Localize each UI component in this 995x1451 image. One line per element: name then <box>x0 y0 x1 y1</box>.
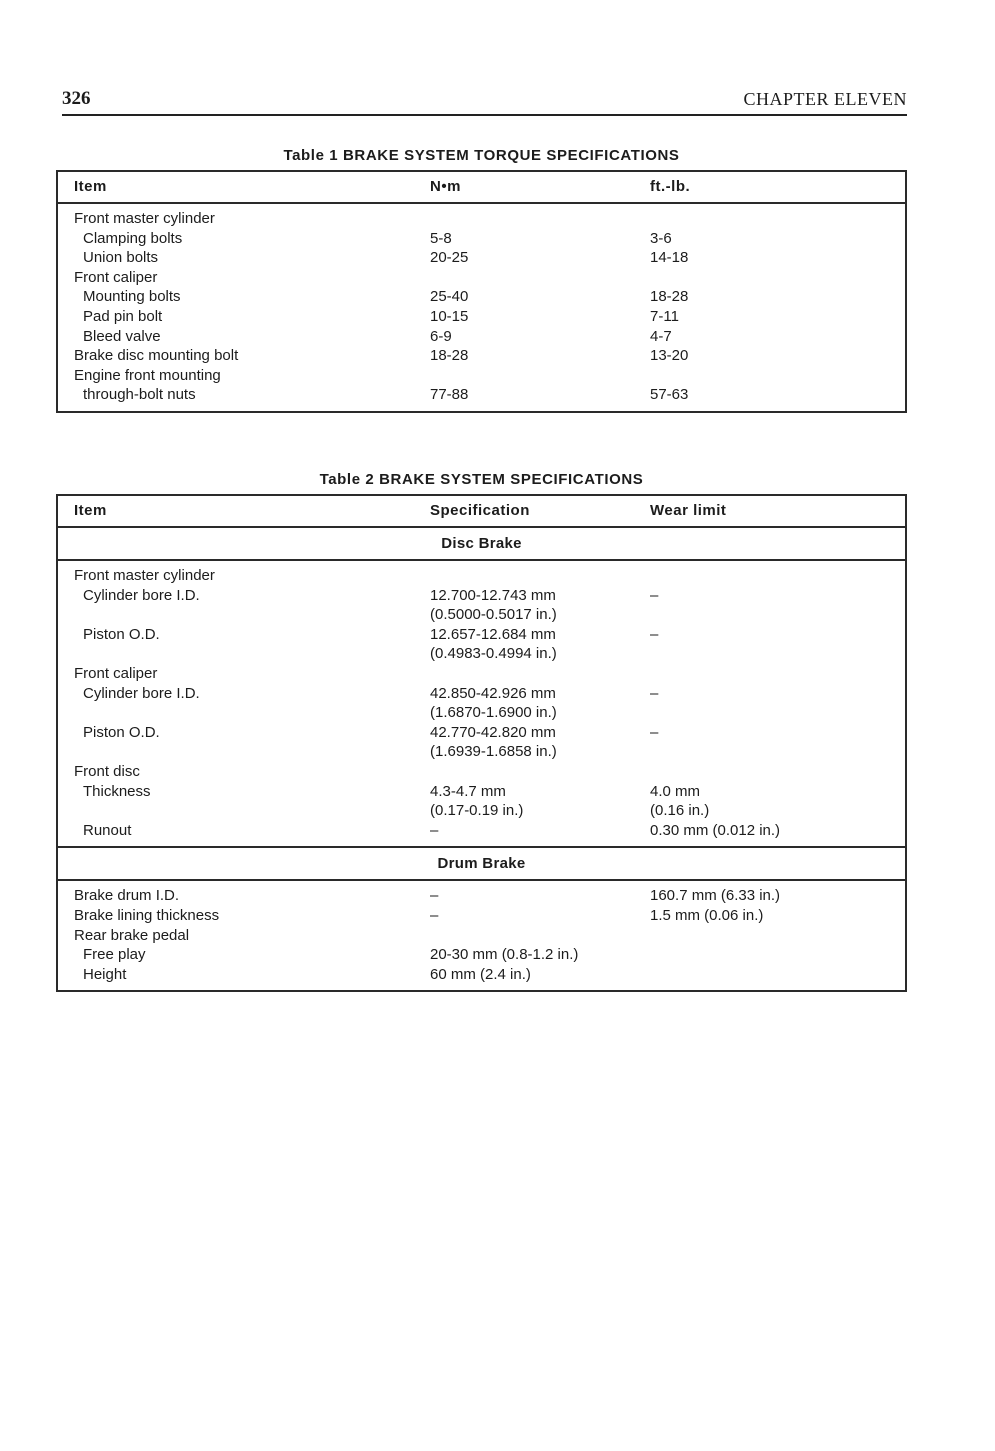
table-row <box>58 327 905 347</box>
limit-cell: – <box>650 684 659 702</box>
limit-cell: (0.16 in.) <box>650 802 710 820</box>
table-row <box>58 346 905 366</box>
nm-cell: 18-28 <box>430 347 469 365</box>
nm-cell: 25-40 <box>430 288 469 306</box>
table1-col-item: Item <box>74 178 107 195</box>
ftlb-cell: 57-63 <box>650 386 689 404</box>
ftlb-cell: 14-18 <box>650 249 689 267</box>
table-row <box>58 605 905 625</box>
item-cell: Runout <box>83 821 132 839</box>
table1-title: Table 1 BRAKE SYSTEM TORQUE SPECIFICATIONS <box>283 147 680 164</box>
table1-body <box>58 204 905 411</box>
section-header: Drum Brake <box>58 846 905 881</box>
spec-cell: 60 mm (2.4 in.) <box>430 965 531 983</box>
spec-cell: (1.6939-1.6858 in.) <box>430 743 557 761</box>
spec-cell: 4.3-4.7 mm <box>430 782 506 800</box>
table-row <box>58 366 905 386</box>
limit-cell: – <box>650 625 659 643</box>
spec-cell: 12.657-12.684 mm <box>430 625 556 643</box>
table-row <box>58 268 905 288</box>
table-row <box>58 307 905 327</box>
table-row <box>58 229 905 249</box>
section-header: Disc Brake <box>58 528 905 561</box>
spec-cell: 42.770-42.820 mm <box>430 723 556 741</box>
table-row <box>58 965 905 985</box>
spec-cell: (0.4983-0.4994 in.) <box>430 645 557 663</box>
spec-cell: (0.5000-0.5017 in.) <box>430 606 557 624</box>
table-row <box>58 625 905 645</box>
limit-cell: 4.0 mm <box>650 782 701 800</box>
section-body <box>58 881 905 990</box>
table1 <box>56 170 907 413</box>
item-cell: Brake lining thickness <box>74 906 220 924</box>
table1-col-ftlb: ft.-lb. <box>650 178 691 195</box>
table2-col-spec: Specification <box>430 502 530 519</box>
spec-cell: – <box>430 821 439 839</box>
item-cell: Cylinder bore I.D. <box>83 586 200 604</box>
item-cell: Union bolts <box>83 249 159 267</box>
item-cell: Engine front mounting <box>74 366 221 384</box>
table-row <box>58 782 905 802</box>
ftlb-cell: 18-28 <box>650 288 689 306</box>
nm-cell: 77-88 <box>430 386 469 404</box>
table-row <box>58 566 905 586</box>
table2-col-limit: Wear limit <box>650 502 727 519</box>
ftlb-cell: 3-6 <box>650 229 672 247</box>
nm-cell: 20-25 <box>430 249 469 267</box>
ftlb-cell: 4-7 <box>650 327 672 345</box>
item-cell: Front master cylinder <box>74 210 215 227</box>
spec-cell: 42.850-42.926 mm <box>430 684 556 702</box>
chapter-title: CHAPTER ELEVEN <box>743 89 907 109</box>
item-cell: Front disc <box>74 762 140 780</box>
table-row <box>58 723 905 743</box>
table-row <box>58 801 905 821</box>
table-row <box>58 762 905 782</box>
table-row <box>58 886 905 906</box>
item-cell: Pad pin bolt <box>83 307 163 325</box>
spec-cell: 12.700-12.743 mm <box>430 586 556 604</box>
table1-col-nm: N•m <box>430 178 461 195</box>
item-cell: Height <box>83 965 127 983</box>
limit-cell: – <box>650 586 659 604</box>
table-row <box>58 742 905 762</box>
limit-cell: 1.5 mm (0.06 in.) <box>650 906 764 924</box>
table2 <box>56 494 907 992</box>
table-row <box>58 209 905 229</box>
item-cell: through-bolt nuts <box>83 386 196 404</box>
item-cell: Bleed valve <box>83 327 161 345</box>
table1-header <box>58 172 905 204</box>
item-cell: Cylinder bore I.D. <box>83 684 200 702</box>
ftlb-cell: 7-11 <box>650 307 679 325</box>
table-row <box>58 945 905 965</box>
table-row <box>58 906 905 926</box>
ftlb-cell: 13-20 <box>650 347 689 365</box>
item-cell: Front master cylinder <box>74 567 215 584</box>
table-row <box>58 684 905 704</box>
table-row <box>58 385 905 405</box>
spec-cell: (0.17-0.19 in.) <box>430 802 524 820</box>
nm-cell: 5-8 <box>430 229 452 247</box>
page-number: 326 <box>62 88 91 109</box>
limit-cell: – <box>650 723 659 741</box>
item-cell: Clamping bolts <box>83 229 183 247</box>
table-row <box>58 926 905 946</box>
table-row <box>58 586 905 606</box>
spec-cell: 20-30 mm (0.8-1.2 in.) <box>430 946 579 964</box>
item-cell: Piston O.D. <box>83 625 160 643</box>
section-body <box>58 561 905 846</box>
table-row <box>58 248 905 268</box>
item-cell: Front caliper <box>74 664 158 682</box>
limit-cell: 0.30 mm (0.012 in.) <box>650 821 781 839</box>
table2-col-item: Item <box>74 502 107 519</box>
item-cell: Free play <box>83 946 146 964</box>
item-cell: Brake drum I.D. <box>74 887 180 905</box>
item-cell: Brake disc mounting bolt <box>74 347 239 365</box>
table-row <box>58 287 905 307</box>
table-row <box>58 821 905 841</box>
limit-cell: 160.7 mm (6.33 in.) <box>650 887 781 905</box>
table2-title: Table 2 BRAKE SYSTEM SPECIFICATIONS <box>319 471 644 488</box>
table-row <box>58 703 905 723</box>
nm-cell: 10-15 <box>430 307 469 325</box>
spec-cell: – <box>430 906 439 924</box>
spec-cell: – <box>430 887 439 905</box>
item-cell: Thickness <box>83 782 151 800</box>
item-cell: Mounting bolts <box>83 288 181 306</box>
item-cell: Piston O.D. <box>83 723 160 741</box>
nm-cell: 6-9 <box>430 327 452 345</box>
spec-cell: (1.6870-1.6900 in.) <box>430 704 557 722</box>
table-row <box>58 664 905 684</box>
item-cell: Front caliper <box>74 268 158 286</box>
table2-header <box>58 496 905 528</box>
page-header <box>62 88 907 116</box>
table-row <box>58 644 905 664</box>
item-cell: Rear brake pedal <box>74 926 190 944</box>
